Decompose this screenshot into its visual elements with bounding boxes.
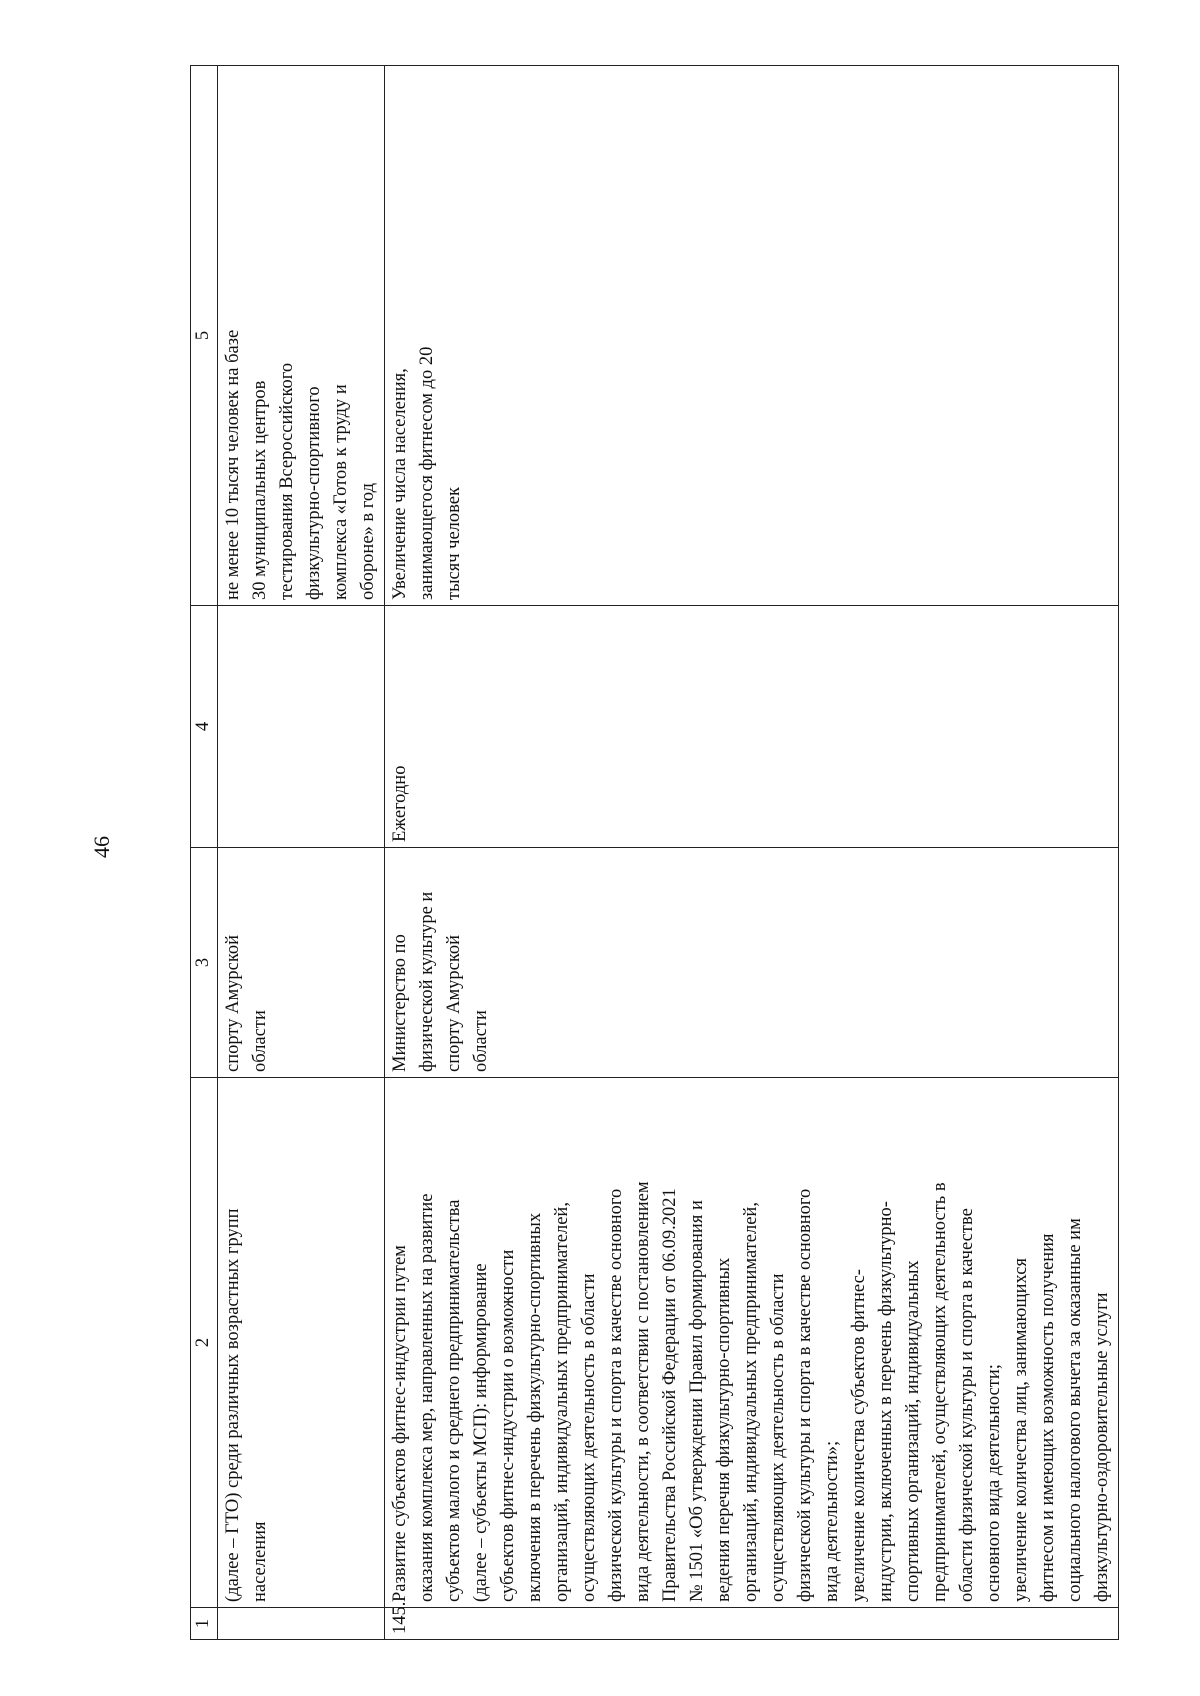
text-line: физической культуре и	[417, 891, 437, 1072]
text-line: спорту Амурской	[444, 934, 464, 1072]
table-row	[385, 66, 1119, 1640]
text-line: увеличение количества субъектов фитнес-	[849, 1269, 869, 1602]
table-header-row	[191, 66, 218, 1640]
text-line: фитнесом и имеющих возможность получения	[1038, 1233, 1058, 1602]
header-cell-5: 5	[191, 66, 218, 606]
text-line: населения	[250, 1521, 270, 1602]
row-number-cell	[218, 1608, 385, 1640]
text-line: (далее – субъекты МСП): информирование	[471, 1263, 491, 1602]
page-number: 46	[89, 836, 114, 858]
text-line: субъектов малого и среднего предпринимательства	[444, 1199, 464, 1602]
text-line: физкультурно-оздоровительные услуги	[1092, 1292, 1112, 1602]
text-line: вида деятельности»;	[822, 1440, 842, 1602]
text-line: области физической культуры и спорта в качестве	[957, 1208, 977, 1602]
text-line: организаций, индивидуальных предпринимателей,	[741, 1202, 761, 1602]
text-line: Увеличение числа населения,	[390, 368, 410, 600]
text-line: организаций, индивидуальных предпринимателей,	[552, 1202, 572, 1602]
responsible-cell	[385, 848, 1119, 1078]
text-line: обороне» в год	[358, 482, 378, 600]
text-line: не менее 10 тысяч человек на базе	[223, 329, 243, 600]
text-line: предпринимателей, осуществляющих деятельность в	[930, 1182, 950, 1602]
text-line: занимающегося фитнесом до 20	[417, 346, 437, 600]
header-cell-2: 2	[191, 1078, 218, 1608]
text-line: Развитие субъектов фитнес-индустрии путем	[390, 1245, 410, 1602]
text-line: тестирования Всероссийского	[277, 362, 297, 600]
result-cell	[385, 66, 1119, 606]
text-line: комплекса «Готов к труду и	[331, 384, 351, 600]
text-line: 30 муниципальных центров	[250, 380, 270, 600]
table-row	[218, 66, 385, 1640]
text-line: включения в перечень физкультурно-спортивных	[525, 1212, 545, 1602]
row-number-cell: 145.	[385, 1608, 1119, 1640]
text-line: тысяч человек	[444, 487, 464, 600]
activity-cell	[218, 1078, 385, 1608]
text-line: субъектов фитнес-индустрии о возможности	[498, 1249, 518, 1602]
text-line: области	[250, 1010, 270, 1072]
measures-table	[190, 65, 1119, 1640]
text-line: ведения перечня физкультурно-спортивных	[714, 1257, 734, 1602]
text-line: Правительства Российской Федерации от 06.09.2021	[660, 1188, 680, 1602]
text-line: осуществляющих деятельность в области	[579, 1273, 599, 1602]
text-line: оказания комплекса мер, направленных на развитие	[417, 1193, 437, 1602]
text-line: Министерство по	[390, 934, 410, 1072]
text-line: № 1501 «Об утверждении Правил формирования и	[687, 1200, 707, 1602]
term-cell	[218, 606, 385, 848]
text-line: физической культуры и спорта в качестве основного	[795, 1188, 815, 1602]
text-line: (далее – ГТО) среди различных возрастных групп	[223, 1208, 243, 1602]
responsible-cell	[218, 848, 385, 1078]
text-line: физкультурно-спортивного	[304, 386, 324, 600]
text-line: вида деятельности, в соответствии с постановлением	[633, 1181, 653, 1602]
rotated-sheet	[190, 65, 1112, 1640]
text-line: области	[471, 1010, 491, 1072]
text-line: основного вида деятельности;	[984, 1364, 1004, 1602]
result-cell	[218, 66, 385, 606]
text-line: физической культуры и спорта в качестве основного	[606, 1188, 626, 1602]
header-cell-4: 4	[191, 606, 218, 848]
text-line: увеличение количества лиц, занимающихся	[1011, 1258, 1031, 1602]
text-line: Ежегодно	[390, 765, 410, 842]
header-cell-3: 3	[191, 848, 218, 1078]
text-line: спорту Амурской	[223, 934, 243, 1072]
term-cell	[385, 606, 1119, 848]
activity-cell	[385, 1078, 1119, 1608]
text-line: спортивных организаций, индивидуальных	[903, 1260, 923, 1602]
text-line: индустрии, включенных в перечень физкультурно-	[876, 1201, 896, 1602]
header-cell-1: 1	[191, 1608, 218, 1640]
text-line: социального налогового вычета за оказанные им	[1065, 1218, 1085, 1602]
text-line: осуществляющих деятельность в области	[768, 1273, 788, 1602]
